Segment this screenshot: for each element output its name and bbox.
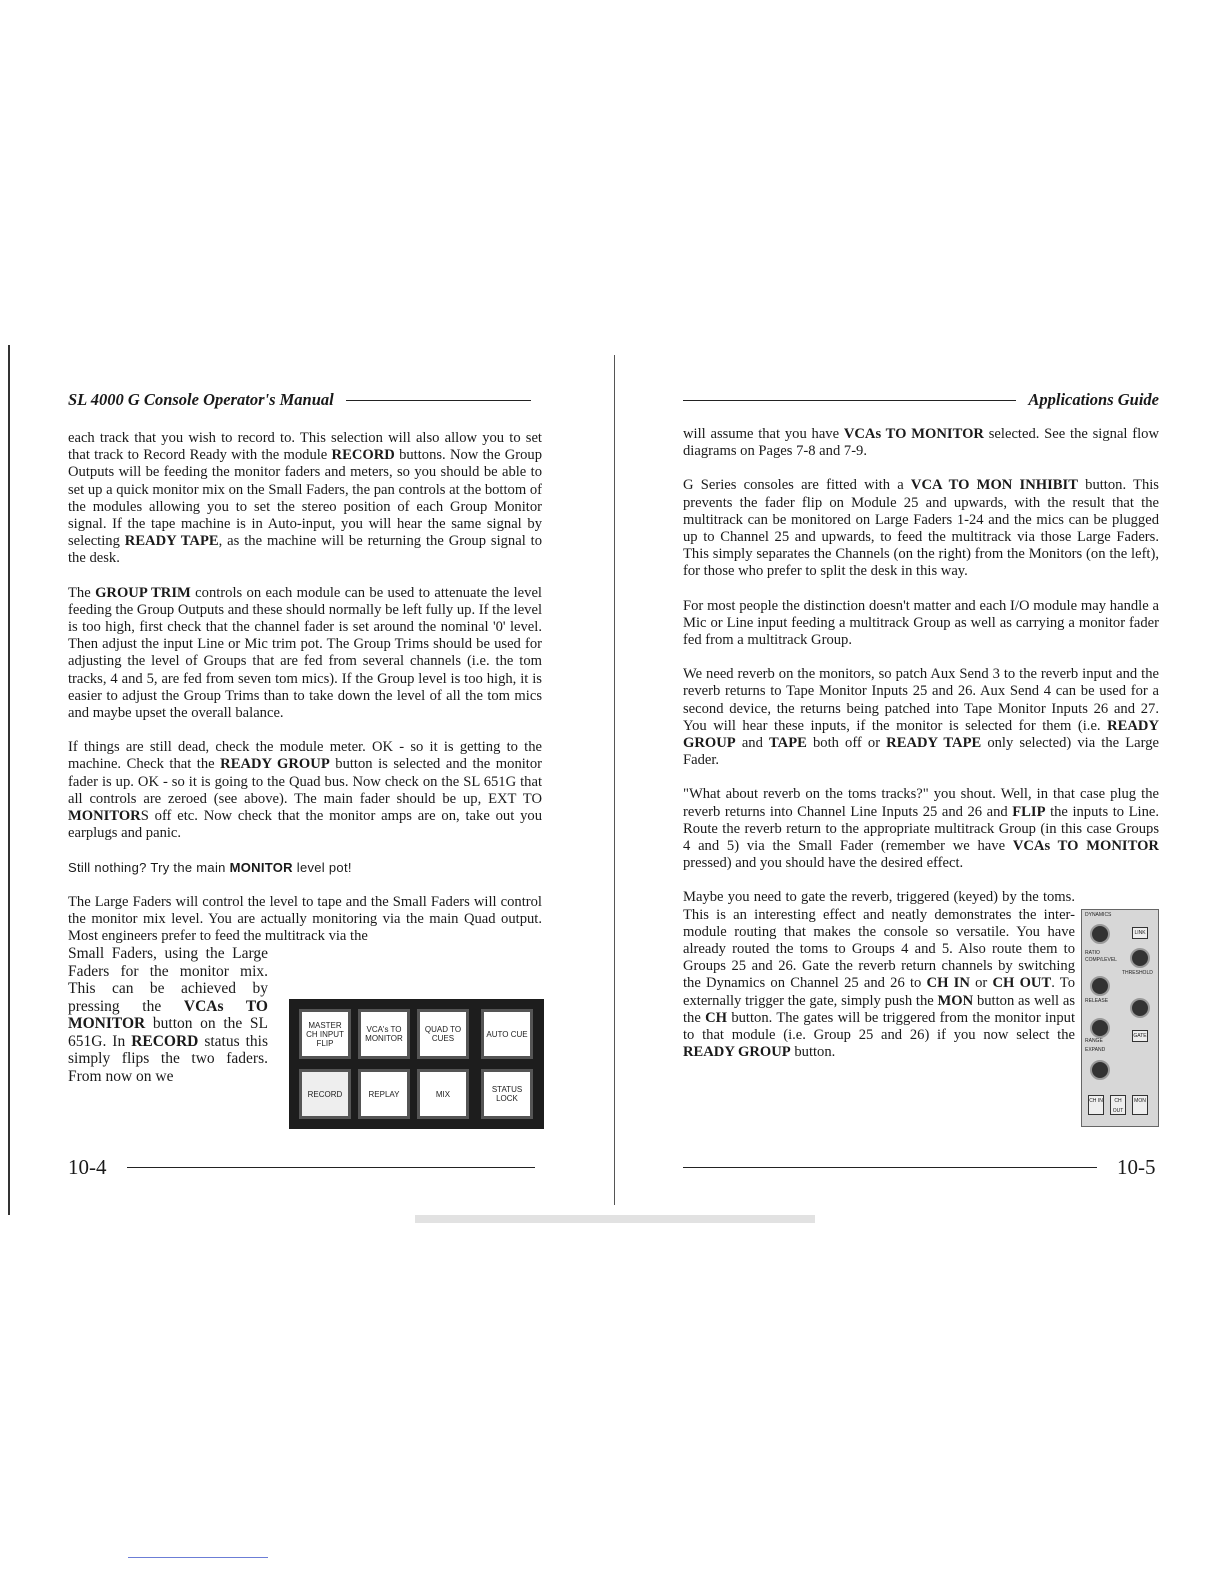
right-paragraph-6: Maybe you need to gate the reverb, triggered (keyed) by the toms. This is an interesting effect and neatly demonstrates the inter-module routing that makes the console so versatile. You have already routed the toms to Groups 4 and 5. Also route them to Groups 25 and 26. Gate the reverb return channels by switching the Dynamics on Channel 25 and 26 to CH IN or CH OUT. To externally trigger the gate, simply push the MON button as well as the CH button. The gates will be triggered from the monitor input to that module (i.e. Group 25 and 26) if you now select the READY GROUP button. (683, 889, 1075, 1061)
status-lock-button[interactable]: STATUS LOCK (481, 1069, 533, 1119)
expand-knob-icon (1090, 1018, 1110, 1038)
threshold-label: THRESHOLD (1122, 970, 1153, 976)
left-page (68, 388, 542, 1085)
ratio-label: RATIO (1085, 950, 1100, 956)
right-paragraph-5: "What about reverb on the toms tracks?" you shout. Well, in that case plug the reverb returns into Channel Line Inputs 25 and 26 and FLIP the inputs to Line. Route the reverb return to the appropriate multitrack Group (in this case Groups 4 and 5) via the Small Fader (remember we have VCAs TO MONITOR pressed) and you should have the desired effect. (683, 786, 1159, 872)
left-paragraph-1: each track that you wish to record to. This selection will also allow you to set that track to Record Ready with the module RECORD buttons. Now the Group Outputs will be feeding the monitor faders and meters, so you should be able to set up a quick monitor mix on the Small Faders, the pan controls at the bottom of the modules allowing you to set the stereo position of each Group Monitor signal. If the tape machine is in Auto-input, you will hear the same signal by selecting READY TAPE, as the machine will be returning the Group signal to the desk. (68, 430, 543, 567)
ratio-knob-icon (1090, 924, 1110, 944)
scan-shadow (415, 1215, 815, 1223)
right-paragraph-2: G Series consoles are fitted with a VCA TO MON INHIBIT button. This prevents the fader flip on Module 25 and upwards, with the result that the multitrack can be monitored on Large Faders 1-24 and the mics can be plugged up to Channel 25 and upwards, to feed the multitrack via those Large Faders. This simply separates the Channels (on the right) from the Monitors (on the left), for those who prefer to split the desk in this way. (683, 477, 1159, 580)
header-rule (346, 400, 531, 401)
monitor-button-panel (289, 999, 544, 1129)
left-edge (8, 345, 10, 1215)
right-paragraph-3: For most people the distinction doesn't matter and each I/O module may handle a Mic or Line input feeding a multitrack Group as well as carrying a monitor fader fed from a multitrack Group. (683, 597, 1159, 649)
ch-out-button: CH OUT (1110, 1095, 1126, 1115)
vcas-to-monitor-button[interactable]: VCA's TO MONITOR (358, 1009, 410, 1059)
replay-button[interactable]: REPLAY (358, 1069, 410, 1119)
auto-cue-button[interactable]: AUTO CUE (481, 1009, 533, 1059)
master-ch-input-flip-button[interactable]: MASTER CH INPUT FLIP (299, 1009, 351, 1059)
release-knob-icon (1090, 976, 1110, 996)
range-knob-icon (1130, 998, 1150, 1018)
gate-knob-icon (1090, 1060, 1110, 1080)
link-button: LINK (1132, 927, 1148, 939)
footer-rule (127, 1167, 535, 1168)
right-header (683, 388, 1159, 412)
mix-button[interactable]: MIX (417, 1069, 469, 1119)
ch-in-button: CH IN (1088, 1095, 1104, 1115)
left-page-number: 10-4 (68, 1155, 107, 1179)
left-paragraph-5: The Large Faders will control the level to tape and the Small Faders will control the monitor mix level. You are actually monitoring via the main Quad output. Most engineers prefer to feed the multitrack via the (68, 893, 542, 945)
dynamics-panel-illustration (1081, 909, 1159, 1127)
threshold-knob-icon (1130, 948, 1150, 968)
right-footer (683, 1155, 1156, 1180)
mon-button: MON (1132, 1095, 1148, 1115)
left-footer (68, 1155, 535, 1180)
left-paragraph-4: Still nothing? Try the main MONITOR level pot! (68, 860, 352, 876)
expand-label: EXPAND (1085, 1047, 1106, 1053)
release-label: RELEASE (1085, 998, 1109, 1004)
left-header (68, 388, 542, 412)
left-paragraph-2: The GROUP TRIM controls on each module can be used to attenuate the level feeding the Group Outputs and these should normally be left fully up. If the level is too high, first check that the channel fader is set around the nominal '0' level. Then adjust the input Line or Mic trim pot. The Group Trims should be used for adjusting the level of Groups that are fed from several channels (i.e. the tom tracks, 4 and 5, are fed from seven tom mics). If the Group level is too high, it is easier to adjust the Group Trims than to take down the level of all the tom mics and maybe upset the overall balance. (68, 584, 542, 722)
right-page-number: 10-5 (1117, 1155, 1156, 1179)
left-header-title: SL 4000 G Console Operator's Manual (68, 390, 334, 409)
right-paragraph-4: We need reverb on the monitors, so patch Aux Send 3 to the reverb input and the reverb returns to Tape Monitor Inputs 25 and 26. Aux Send 4 can be used for a second device, the returns being patched into Tape Monitor Inputs 26 and 27. You will hear these inputs, if the monitor is selected for them (i.e. READY GROUP and TAPE both off or READY TAPE only selected) via the Large Fader. (683, 666, 1160, 769)
quad-to-cues-button[interactable]: QUAD TO CUES (417, 1009, 469, 1059)
left-paragraph-6: Small Faders, using the Large Faders for the monitor mix. This can be achieved by pressing the VCAs TO MONITOR button on the SL 651G. In RECORD status this simply flips the two faders. From now on we (68, 945, 269, 1085)
record-button[interactable]: RECORD (299, 1069, 351, 1119)
header-rule (683, 400, 1016, 401)
range-label: RANGE (1085, 1038, 1103, 1044)
scan-line (128, 1557, 268, 1558)
comp-label: COMP/LEVEL (1085, 957, 1117, 963)
left-paragraph-3: If things are still dead, check the module meter. OK - so it is getting to the machine. Check that the READY GROUP button is selected and the monitor fader is up. OK - so it is going to the Quad bus. Now check on the SL 651G that all controls are zeroed (see above). The main fader should be up, EXT TO MONITORS off etc. Now check that the monitor amps are on, take out you earplugs and panic. (68, 739, 543, 842)
dynamics-title: DYNAMICS (1085, 912, 1112, 918)
footer-rule (683, 1167, 1097, 1168)
page-spine (614, 355, 615, 1205)
right-header-title: Applications Guide (1028, 390, 1159, 409)
gate-button: GATE (1132, 1030, 1148, 1042)
right-paragraph-1: will assume that you have VCAs TO MONITOR selected. See the signal flow diagrams on Pages 7-8 and 7-9. (683, 426, 1159, 460)
